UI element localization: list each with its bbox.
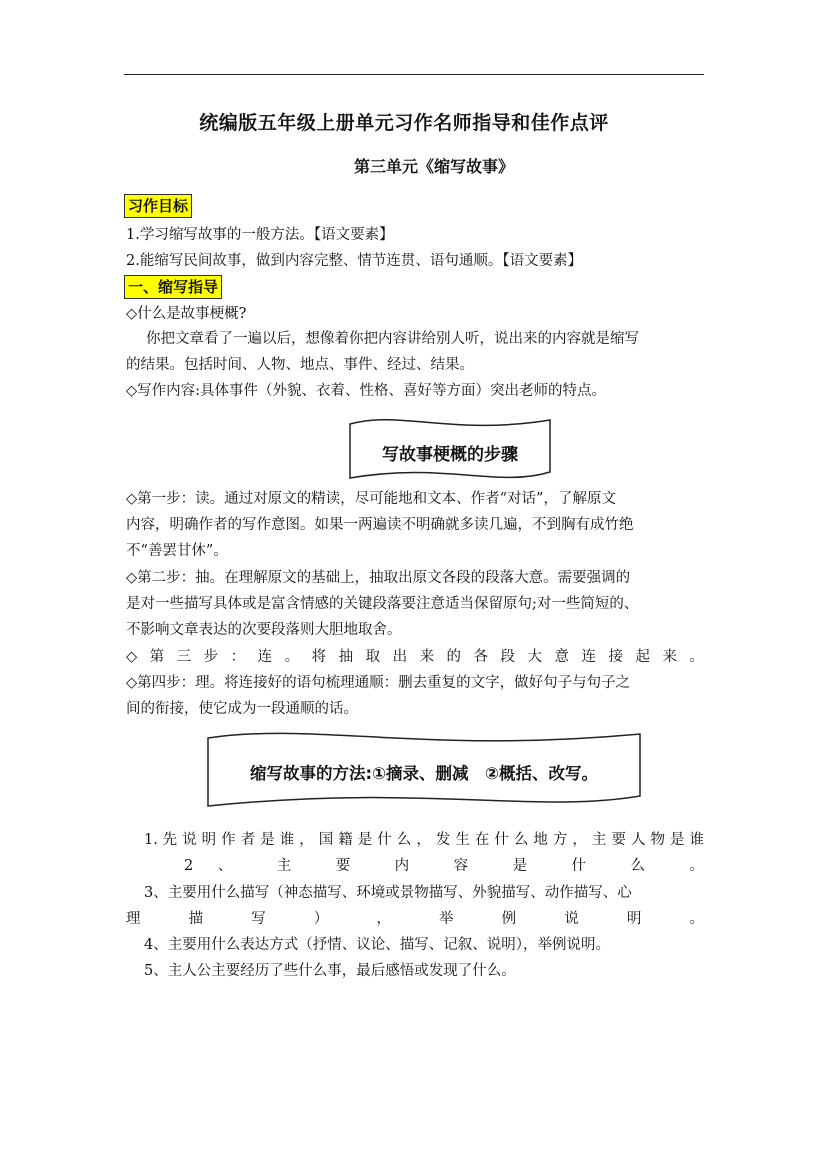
page-subtitle: 第三单元《缩写故事》 xyxy=(353,157,514,176)
steps-banner xyxy=(348,414,552,486)
header-rule xyxy=(124,74,704,75)
writing-content-line: ◇写作内容:具体事件（外貌、衣着、性格、喜好等方面）突出老师的特点。 xyxy=(126,383,607,399)
guide-heading: 一、缩写指导 xyxy=(124,275,222,299)
method-3-line-2: 理 描 写 ） ， 举 例 说 明 。 xyxy=(126,911,704,927)
goal-item-2: 2.能缩写民间故事，做到内容完整、情节连贯、语句通顺。【语文要素】 xyxy=(126,253,583,269)
methods-banner-label: 缩写故事的方法:①摘录、删减 ②概括、改写。 xyxy=(249,764,599,783)
step-2-line-3: 不影响文章表达的次要段落则大胆地取舍。 xyxy=(126,622,402,638)
page-title: 统编版五年级上册单元习作名师指导和佳作点评 xyxy=(199,112,609,134)
method-2-line: 2 、 主 要 内 容 是 什 么 。 xyxy=(184,858,704,874)
step-4-line-1: ◇第四步：理。将连接好的语句梳理通顺：删去重复的文字，做好句子与句子之 xyxy=(126,675,631,691)
goal-item-1: 1.学习缩写故事的一般方法。【语文要素】 xyxy=(126,227,394,243)
guide-question: ◇什么是故事梗概? xyxy=(126,306,247,322)
methods-banner xyxy=(206,728,642,814)
method-3-line-1: 3、主要用什么描写（神态描写、环境或景物描写、外貌描写、动作描写、心 xyxy=(144,885,632,901)
method-1-line: 1. 先 说 明 作 者 是 谁 ， 国 籍 是 什 么 ， 发 生 在 什 么 地 方 ， 主 要 人 物 是 谁 xyxy=(144,832,704,848)
step-2-line-2: 是对一些描写具体或是富含情感的关键段落要注意适当保留原句;对一些简短的、 xyxy=(126,596,639,612)
method-4-line: 4、主要用什么表达方式（抒情、议论、描写、记叙、说明），举例说明。 xyxy=(144,937,610,953)
step-1-line-2: 内容，明确作者的写作意图。如果一两遍读不明确就多读几遍，不到胸有成竹绝 xyxy=(126,517,634,533)
step-4-line-2: 间的衔接，使它成为一段通顺的话。 xyxy=(126,701,358,717)
method-5-line: 5、主人公主要经历了些什么事，最后感悟或发现了什么。 xyxy=(144,963,516,979)
guide-paragraph-line-2: 的结果。包括时间、人物、地点、事件、经过、结果。 xyxy=(126,357,474,373)
step-1-line-3: 不“善罢甘休”。 xyxy=(126,543,228,559)
guide-paragraph-line-1: 你把文章看了一遍以后，想像着你把内容讲给别人听，说出来的内容就是缩写 xyxy=(146,331,639,347)
step-2-line-1: ◇第二步：抽。在理解原文的基础上，抽取出原文各段的段落大意。需要强调的 xyxy=(126,570,631,586)
step-1-line-1: ◇第一步：读。通过对原文的精读，尽可能地和文本、作者“对话”，了解原文 xyxy=(126,491,616,507)
steps-banner-label: 写故事梗概的步骤 xyxy=(382,445,518,465)
step-3-line: ◇ 第 三 步 ： 连 。 将 抽 取 出 来 的 各 段 大 意 连 接 起 来 。 xyxy=(126,649,704,665)
goals-heading: 习作目标 xyxy=(124,194,192,218)
